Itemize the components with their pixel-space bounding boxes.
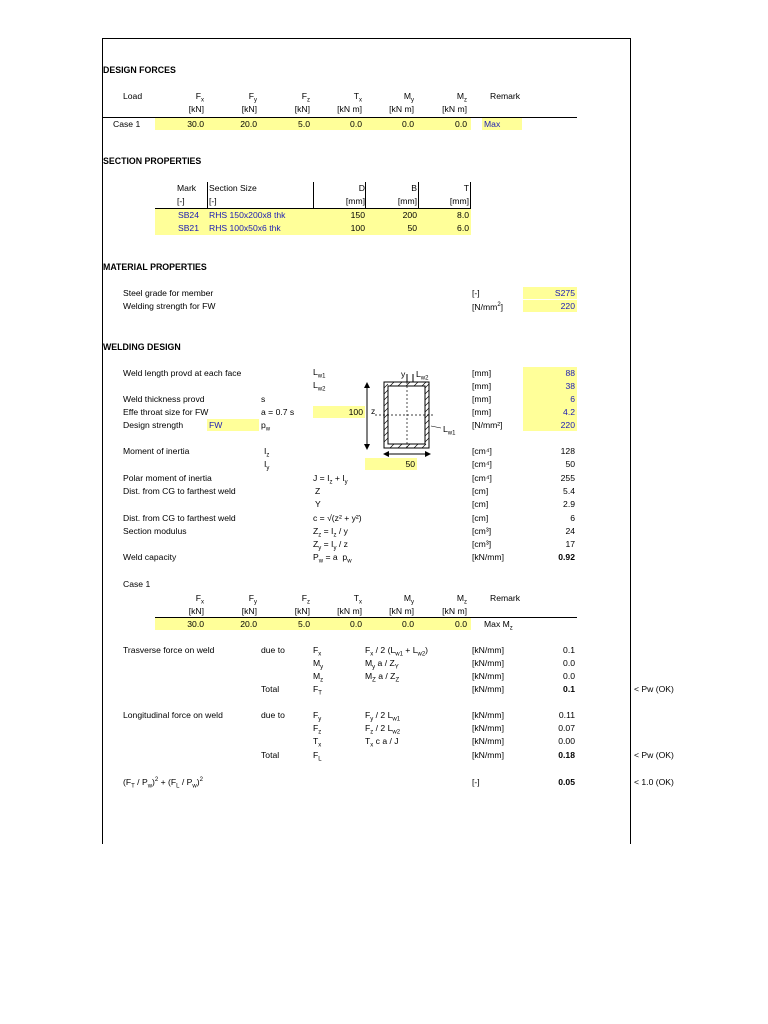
- weld-value-7: 255: [560, 473, 575, 483]
- tr-my-formula: $M_y$ a / $Z_Y$: [365, 658, 399, 671]
- t-header: T: [463, 183, 469, 193]
- weld-value-0[interactable]: 88: [565, 368, 575, 378]
- design-strength-input[interactable]: FW: [209, 420, 223, 430]
- case1-remark-header: Remark: [490, 593, 521, 603]
- longitudinal-total: Total: [261, 750, 280, 760]
- lw1-symbol: $L_{w1}$: [313, 367, 326, 380]
- weld-unit-10: [cm]: [472, 513, 489, 523]
- transverse-due-to: due to: [261, 645, 285, 655]
- longitudinal-unit-0: [kN/mm]: [472, 710, 504, 720]
- sb21-b[interactable]: 50: [407, 223, 417, 233]
- b-header: B: [411, 183, 417, 193]
- transverse-value-0: 0.1: [563, 645, 575, 655]
- longitudinal-due-to: due to: [261, 710, 285, 720]
- transverse-value-2: 0.0: [563, 671, 575, 681]
- c1-col-symbol-0: $F_x$: [195, 593, 204, 606]
- weld-unit-4: [N/mm²]: [472, 420, 503, 430]
- force-value-0[interactable]: 30.0: [187, 119, 204, 129]
- diagram-y-label: y: [401, 369, 406, 379]
- weld-value-6: 50: [565, 459, 575, 469]
- capacity-label: Weld capacity: [123, 552, 177, 562]
- diagram-lw2-label: $L_{w2}$: [416, 369, 429, 382]
- transverse-value-3: 0.1: [563, 684, 575, 694]
- mark-unit: [-]: [177, 196, 185, 206]
- lo-tx-formula: $T_x$ c a / J: [365, 736, 399, 749]
- case1-value-3: 0.0: [350, 619, 362, 629]
- c1-col-symbol-2: $F_z$: [301, 593, 310, 606]
- iy-symbol: $I_y$: [264, 459, 270, 472]
- weld-strength-unit: $[N/mm^2]$: [472, 302, 504, 312]
- weld-strength-value[interactable]: 220: [560, 301, 575, 311]
- tr-mz-formula: $M_Z$ a / $Z_Z$: [365, 671, 400, 684]
- welding-design-heading: WELDING DESIGN: [103, 342, 181, 352]
- combined-value: 0.05: [558, 777, 575, 787]
- transverse-unit-0: [kN/mm]: [472, 645, 504, 655]
- weld-unit-11: [cm³]: [472, 526, 492, 536]
- dist-label-2: Dist. from CG to farthest weld: [123, 513, 236, 523]
- longitudinal-value-1: 0.07: [558, 723, 575, 733]
- polar-label: Polar moment of inertia: [123, 473, 212, 483]
- dist-z-symbol: Z: [315, 486, 321, 496]
- lw2-symbol: $L_{w2}$: [313, 380, 326, 393]
- transverse-value-1: 0.0: [563, 658, 575, 668]
- inertia-label: Moment of inertia: [123, 446, 190, 456]
- remark-header: Remark: [490, 91, 521, 101]
- lo-tx: $T_x$: [313, 736, 322, 749]
- transverse-unit-2: [kN/mm]: [472, 671, 504, 681]
- transverse-label: Trasverse force on weld: [123, 645, 215, 655]
- sb21-t[interactable]: 6.0: [457, 223, 469, 233]
- weld-thickness-symbol: s: [261, 394, 266, 404]
- weld-value-12: 17: [565, 539, 575, 549]
- force-value-4[interactable]: 0.0: [402, 119, 414, 129]
- case1-value-4: 0.0: [402, 619, 414, 629]
- df-col-unit-5: [kN m]: [442, 104, 467, 114]
- pw-symbol: $p_w$: [261, 420, 271, 433]
- weld-unit-3: [mm]: [472, 407, 492, 417]
- force-value-5[interactable]: 0.0: [455, 119, 467, 129]
- df-col-symbol-0: $F_x$: [195, 91, 204, 104]
- df-col-unit-0: [kN]: [188, 104, 204, 114]
- weld-value-2[interactable]: 6: [570, 394, 575, 404]
- weld-unit-12: [cm³]: [472, 539, 492, 549]
- weld-value-11: 24: [565, 526, 575, 536]
- c1-col-symbol-1: $F_y$: [248, 593, 257, 606]
- modulus-label: Section modulus: [123, 526, 187, 536]
- throat-formula: a = 0.7 s: [261, 407, 295, 417]
- sb24-size[interactable]: RHS 150x200x8 thk: [209, 210, 286, 220]
- weld-value-3[interactable]: 4.2: [563, 407, 575, 417]
- transverse-total: Total: [261, 684, 280, 694]
- zz-formula: $Z_z = I_z / y$: [313, 526, 348, 539]
- weld-thickness-label: Weld thickness provd: [123, 394, 205, 404]
- df-col-unit-1: [kN]: [241, 104, 257, 114]
- sb24-t[interactable]: 8.0: [457, 210, 469, 220]
- tr-ft: $F_T$: [313, 684, 322, 697]
- c1-col-unit-3: [kN m]: [337, 606, 362, 616]
- design-strength-label: Design strength: [123, 420, 184, 430]
- case1-label: Case 1: [123, 579, 151, 589]
- weld-value-9: 2.9: [563, 499, 575, 509]
- remark-value[interactable]: Max: [484, 119, 501, 129]
- diagram-z-label: z: [371, 406, 376, 416]
- material-properties-heading: MATERIAL PROPERTIES: [103, 262, 207, 272]
- d-unit: [mm]: [345, 196, 365, 206]
- weld-unit-8: [cm]: [472, 486, 489, 496]
- case1-remark: Max $M_z$: [484, 619, 513, 632]
- section-input-highlight: [155, 209, 471, 235]
- load-case-label: Case 1: [113, 119, 141, 129]
- weld-unit-9: [cm]: [472, 499, 489, 509]
- weld-value-13: 0.92: [558, 552, 575, 562]
- combined-formula: $(F_T / P_w)^2 + (F_L / P_w)^2$: [123, 777, 203, 790]
- longitudinal-label: Longitudinal force on weld: [123, 710, 223, 720]
- force-value-2[interactable]: 5.0: [298, 119, 310, 129]
- c-formula: c = √(z² + y²): [313, 513, 362, 523]
- d-header: D: [358, 183, 365, 193]
- tr-fx: $F_x$: [313, 645, 322, 658]
- zy-formula: $Z_y = I_y / z$: [313, 539, 348, 552]
- force-value-1[interactable]: 20.0: [240, 119, 257, 129]
- c1-col-unit-1: [kN]: [241, 606, 257, 616]
- diag-width-value[interactable]: 50: [405, 459, 415, 469]
- combined-check: < 1.0 (OK): [634, 777, 674, 787]
- weld-value-10: 6: [570, 513, 575, 523]
- df-col-unit-2: [kN]: [294, 104, 310, 114]
- force-value-3[interactable]: 0.0: [350, 119, 362, 129]
- weld-length-label: Weld length provd at each face: [123, 368, 242, 378]
- case1-value-5: 0.0: [455, 619, 467, 629]
- df-col-unit-4: [kN m]: [389, 104, 414, 114]
- section-size-header: Section Size: [209, 183, 257, 193]
- throat-label: Effe throat size for FW: [123, 407, 209, 417]
- pw-formula: $P_w = a$ $p_w$: [313, 552, 352, 565]
- longitudinal-value-3: 0.18: [558, 750, 575, 760]
- df-col-symbol-5: $M_z$: [456, 91, 467, 104]
- weld-unit-0: [mm]: [472, 368, 492, 378]
- transverse-check: < Pw (OK): [634, 684, 674, 694]
- longitudinal-unit-2: [kN/mm]: [472, 736, 504, 746]
- case1-value-1: 20.0: [240, 619, 257, 629]
- tr-fx-formula: $F_x / 2$ $(L_{w1} + L_{w2})$: [365, 645, 429, 658]
- lo-fl: $F_L$: [313, 750, 322, 763]
- weld-strength-label: Welding strength for FW: [123, 301, 216, 311]
- weld-value-8: 5.4: [563, 486, 575, 496]
- design-forces-heading: DESIGN FORCES: [103, 65, 176, 75]
- weld-unit-13: [kN/mm]: [472, 552, 504, 562]
- c1-col-unit-2: [kN]: [294, 606, 310, 616]
- throat-input-value[interactable]: 100: [348, 407, 363, 417]
- diagram-lw1-label: $L_{w1}$: [443, 424, 456, 437]
- dist-y-symbol: Y: [315, 499, 321, 509]
- transverse-unit-3: [kN/mm]: [472, 684, 504, 694]
- size-unit: [-]: [209, 196, 217, 206]
- df-col-symbol-3: $T_x$: [353, 91, 362, 104]
- b-unit: [mm]: [397, 196, 417, 206]
- tr-mz: $M_z$: [313, 671, 324, 684]
- c1-col-unit-5: [kN m]: [442, 606, 467, 616]
- longitudinal-unit-3: [kN/mm]: [472, 750, 504, 760]
- df-col-unit-3: [kN m]: [337, 104, 362, 114]
- longitudinal-value-0: 0.11: [558, 710, 575, 720]
- weld-unit-7: [cm⁴]: [472, 473, 492, 483]
- lo-fz-formula: $F_z / 2$ $L_{w2}$: [365, 723, 401, 736]
- weld-value-4[interactable]: 220: [560, 420, 575, 430]
- weld-value-5: 128: [560, 446, 575, 456]
- polar-formula: $J = I_z + I_y$: [313, 473, 348, 486]
- case1-value-2: 5.0: [298, 619, 310, 629]
- tr-my: $M_y$: [313, 658, 324, 671]
- df-col-symbol-1: $F_y$: [248, 91, 257, 104]
- weld-value-1[interactable]: 38: [565, 381, 575, 391]
- lo-fy-formula: $F_y / 2$ $L_{w1}$: [365, 710, 401, 723]
- section-properties-heading: SECTION PROPERTIES: [103, 156, 202, 166]
- steel-grade-label: Steel grade for member: [123, 288, 214, 298]
- steel-grade-value[interactable]: S275: [554, 288, 575, 298]
- steel-grade-unit: [-]: [472, 288, 480, 298]
- longitudinal-value-2: 0.00: [558, 736, 575, 746]
- case1-value-0: 30.0: [187, 619, 204, 629]
- dist-label-1: Dist. from CG to farthest weld: [123, 486, 236, 496]
- weld-unit-5: [cm⁴]: [472, 446, 492, 456]
- mark-header: Mark: [177, 183, 197, 193]
- sb24-mark[interactable]: SB24: [177, 210, 199, 220]
- c1-col-symbol-4: $M_y$: [403, 593, 414, 606]
- lo-fy: $F_y$: [313, 710, 322, 723]
- iz-symbol: $I_z$: [264, 446, 270, 459]
- load-header: Load: [123, 91, 143, 101]
- c1-col-symbol-3: $T_x$: [353, 593, 362, 606]
- sb21-d[interactable]: 100: [350, 223, 365, 233]
- df-col-symbol-2: $F_z$: [301, 91, 310, 104]
- transverse-unit-1: [kN/mm]: [472, 658, 504, 668]
- sb21-mark[interactable]: SB21: [177, 223, 199, 233]
- rhs-section-diagram: [355, 368, 465, 478]
- sb21-size[interactable]: RHS 100x50x6 thk: [209, 223, 281, 233]
- longitudinal-check: < Pw (OK): [634, 750, 674, 760]
- sb24-b[interactable]: 200: [402, 210, 417, 220]
- combined-unit: [-]: [472, 777, 480, 787]
- c1-col-unit-0: [kN]: [188, 606, 204, 616]
- c1-col-unit-4: [kN m]: [389, 606, 414, 616]
- longitudinal-unit-1: [kN/mm]: [472, 723, 504, 733]
- weld-unit-1: [mm]: [472, 381, 492, 391]
- t-unit: [mm]: [449, 196, 469, 206]
- sb24-d[interactable]: 150: [350, 210, 365, 220]
- lo-fz: $F_z$: [313, 723, 322, 736]
- c1-col-symbol-5: $M_z$: [456, 593, 467, 606]
- weld-unit-6: [cm⁴]: [472, 459, 492, 469]
- weld-unit-2: [mm]: [472, 394, 492, 404]
- df-col-symbol-4: $M_y$: [403, 91, 414, 104]
